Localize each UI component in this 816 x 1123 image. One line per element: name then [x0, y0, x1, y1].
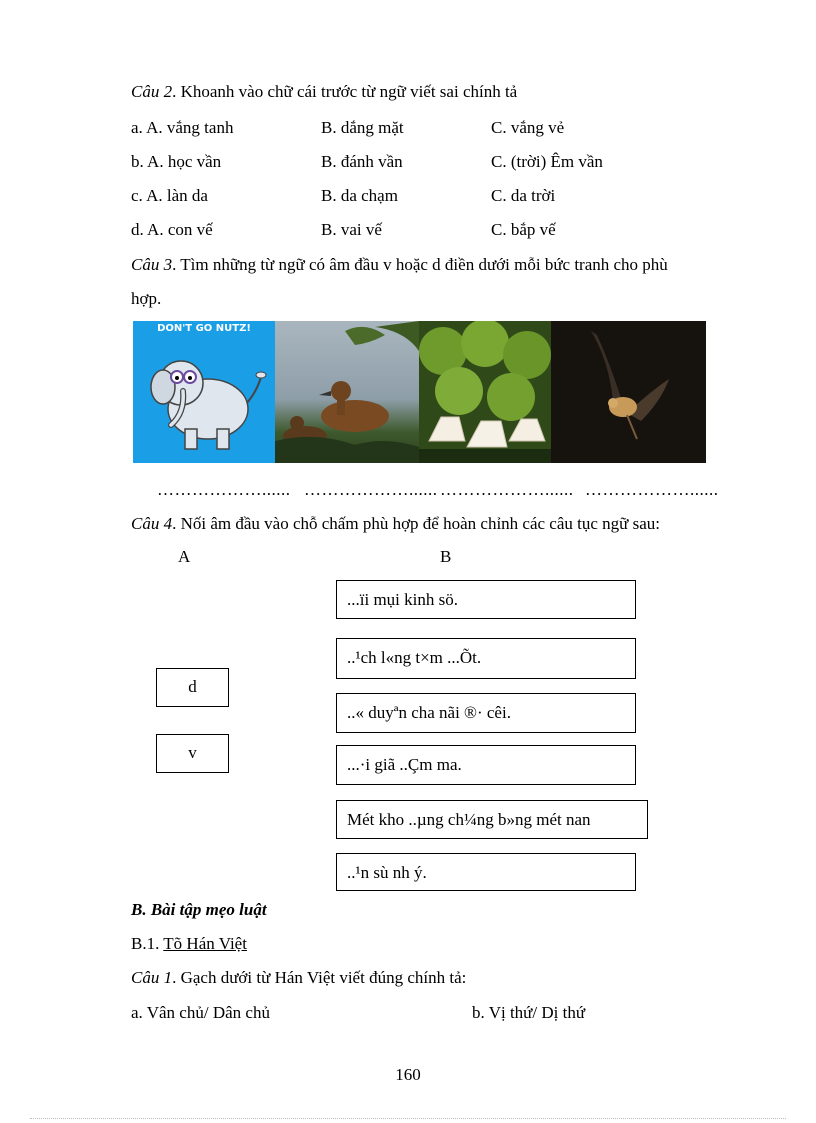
bat-icon [551, 321, 706, 463]
q1-heading [131, 968, 466, 988]
duck-icon [275, 321, 419, 463]
column-b-header: B [440, 547, 452, 566]
q4-heading [131, 514, 660, 534]
duck-picture [275, 321, 419, 463]
q1-option-a: a. Vân chủ/ Dân chủ [131, 1003, 270, 1022]
proverb-box-2[interactable]: ..¹ch l«ng t×m ...Õt. [336, 638, 636, 679]
bat-picture [551, 321, 706, 463]
q3-label: Câu 3 [131, 255, 173, 274]
q2-row-a-col1: a. A. vắng tanh [131, 118, 234, 137]
q4-text: . Nối âm đầu vào chỗ chấm phù hợp để hoàn chỉnh các câu tục ngữ sau: [172, 514, 661, 533]
proverb-box-6[interactable]: ..¹n sù nh ý. [336, 853, 636, 891]
coconut-picture [419, 321, 551, 463]
blank-answer-1: ………………...... [157, 480, 291, 499]
q2-row-c-col3: C. da trời [491, 186, 556, 205]
coconut-icon [419, 321, 551, 463]
q2-row-b-col1: b. A. học vần [131, 152, 222, 171]
b1-title: Tõ Hán Việt [163, 934, 247, 953]
b1-heading [131, 934, 247, 954]
proverb-box-3[interactable]: ..« duyªn cha nãi ®· cêi. [336, 693, 636, 733]
initial-box-v[interactable]: v [156, 734, 229, 773]
page-bottom-divider [30, 1118, 786, 1119]
blank-answer-3: ………………...... [440, 480, 574, 499]
q3-heading [131, 255, 668, 275]
q2-text: . Khoanh vào chữ cái trước từ ngữ viết sai chính tả [172, 82, 518, 101]
q2-row-a-col3: C. vắng vẻ [491, 118, 565, 137]
blank-answer-2: ………………...... [304, 480, 438, 499]
q2-row-c-col1: c. A. làn da [131, 186, 208, 205]
elephant-caption: DON'T GO NUTZ! [157, 323, 251, 334]
q2-label: Câu 2 [131, 82, 173, 101]
proverb-box-4[interactable]: ...·i giã ..Çm ma. [336, 745, 636, 785]
q2-row-d-col3: C. bắp vế [491, 220, 556, 239]
q2-row-c-col2: B. da chạm [321, 186, 398, 205]
proverb-box-5[interactable]: Mét kho ..µng ch¼ng b»ng mét nan [336, 800, 648, 839]
q1-label: Câu 1 [131, 968, 173, 987]
q1-option-b: b. Vị thứ/ Dị thứ [472, 1003, 586, 1022]
q2-row-a-col2: B. dắng mặt [321, 118, 404, 137]
initial-box-d[interactable]: d [156, 668, 229, 707]
b1-prefix: B.1. [131, 934, 164, 953]
page-number: 160 [395, 1065, 421, 1084]
q2-row-b-col2: B. đánh vần [321, 152, 403, 171]
elephant-icon [133, 321, 275, 463]
column-a-header: A [178, 547, 191, 566]
q2-row-d-col1: d. A. con vế [131, 220, 213, 239]
q3-line1: . Tìm những từ ngữ có âm đầu v hoặc d điền dưới mỗi bức tranh cho phù [172, 255, 668, 274]
q3-line2: hợp. [131, 289, 162, 308]
q2-row-b-col3: C. (trời) Êm vần [491, 152, 603, 171]
q2-heading [131, 82, 517, 102]
q2-row-d-col2: B. vai vế [321, 220, 382, 239]
q1-text: . Gạch dưới từ Hán Việt viết đúng chính tả: [172, 968, 467, 987]
blank-answer-4: ………………...... [585, 480, 719, 499]
q4-label: Câu 4 [131, 514, 173, 533]
proverb-box-1[interactable]: ...ïi mụi kinh sö. [336, 580, 636, 619]
section-b-title: B. Bài tập mẹo luật [131, 900, 267, 919]
elephant-picture [133, 321, 275, 463]
